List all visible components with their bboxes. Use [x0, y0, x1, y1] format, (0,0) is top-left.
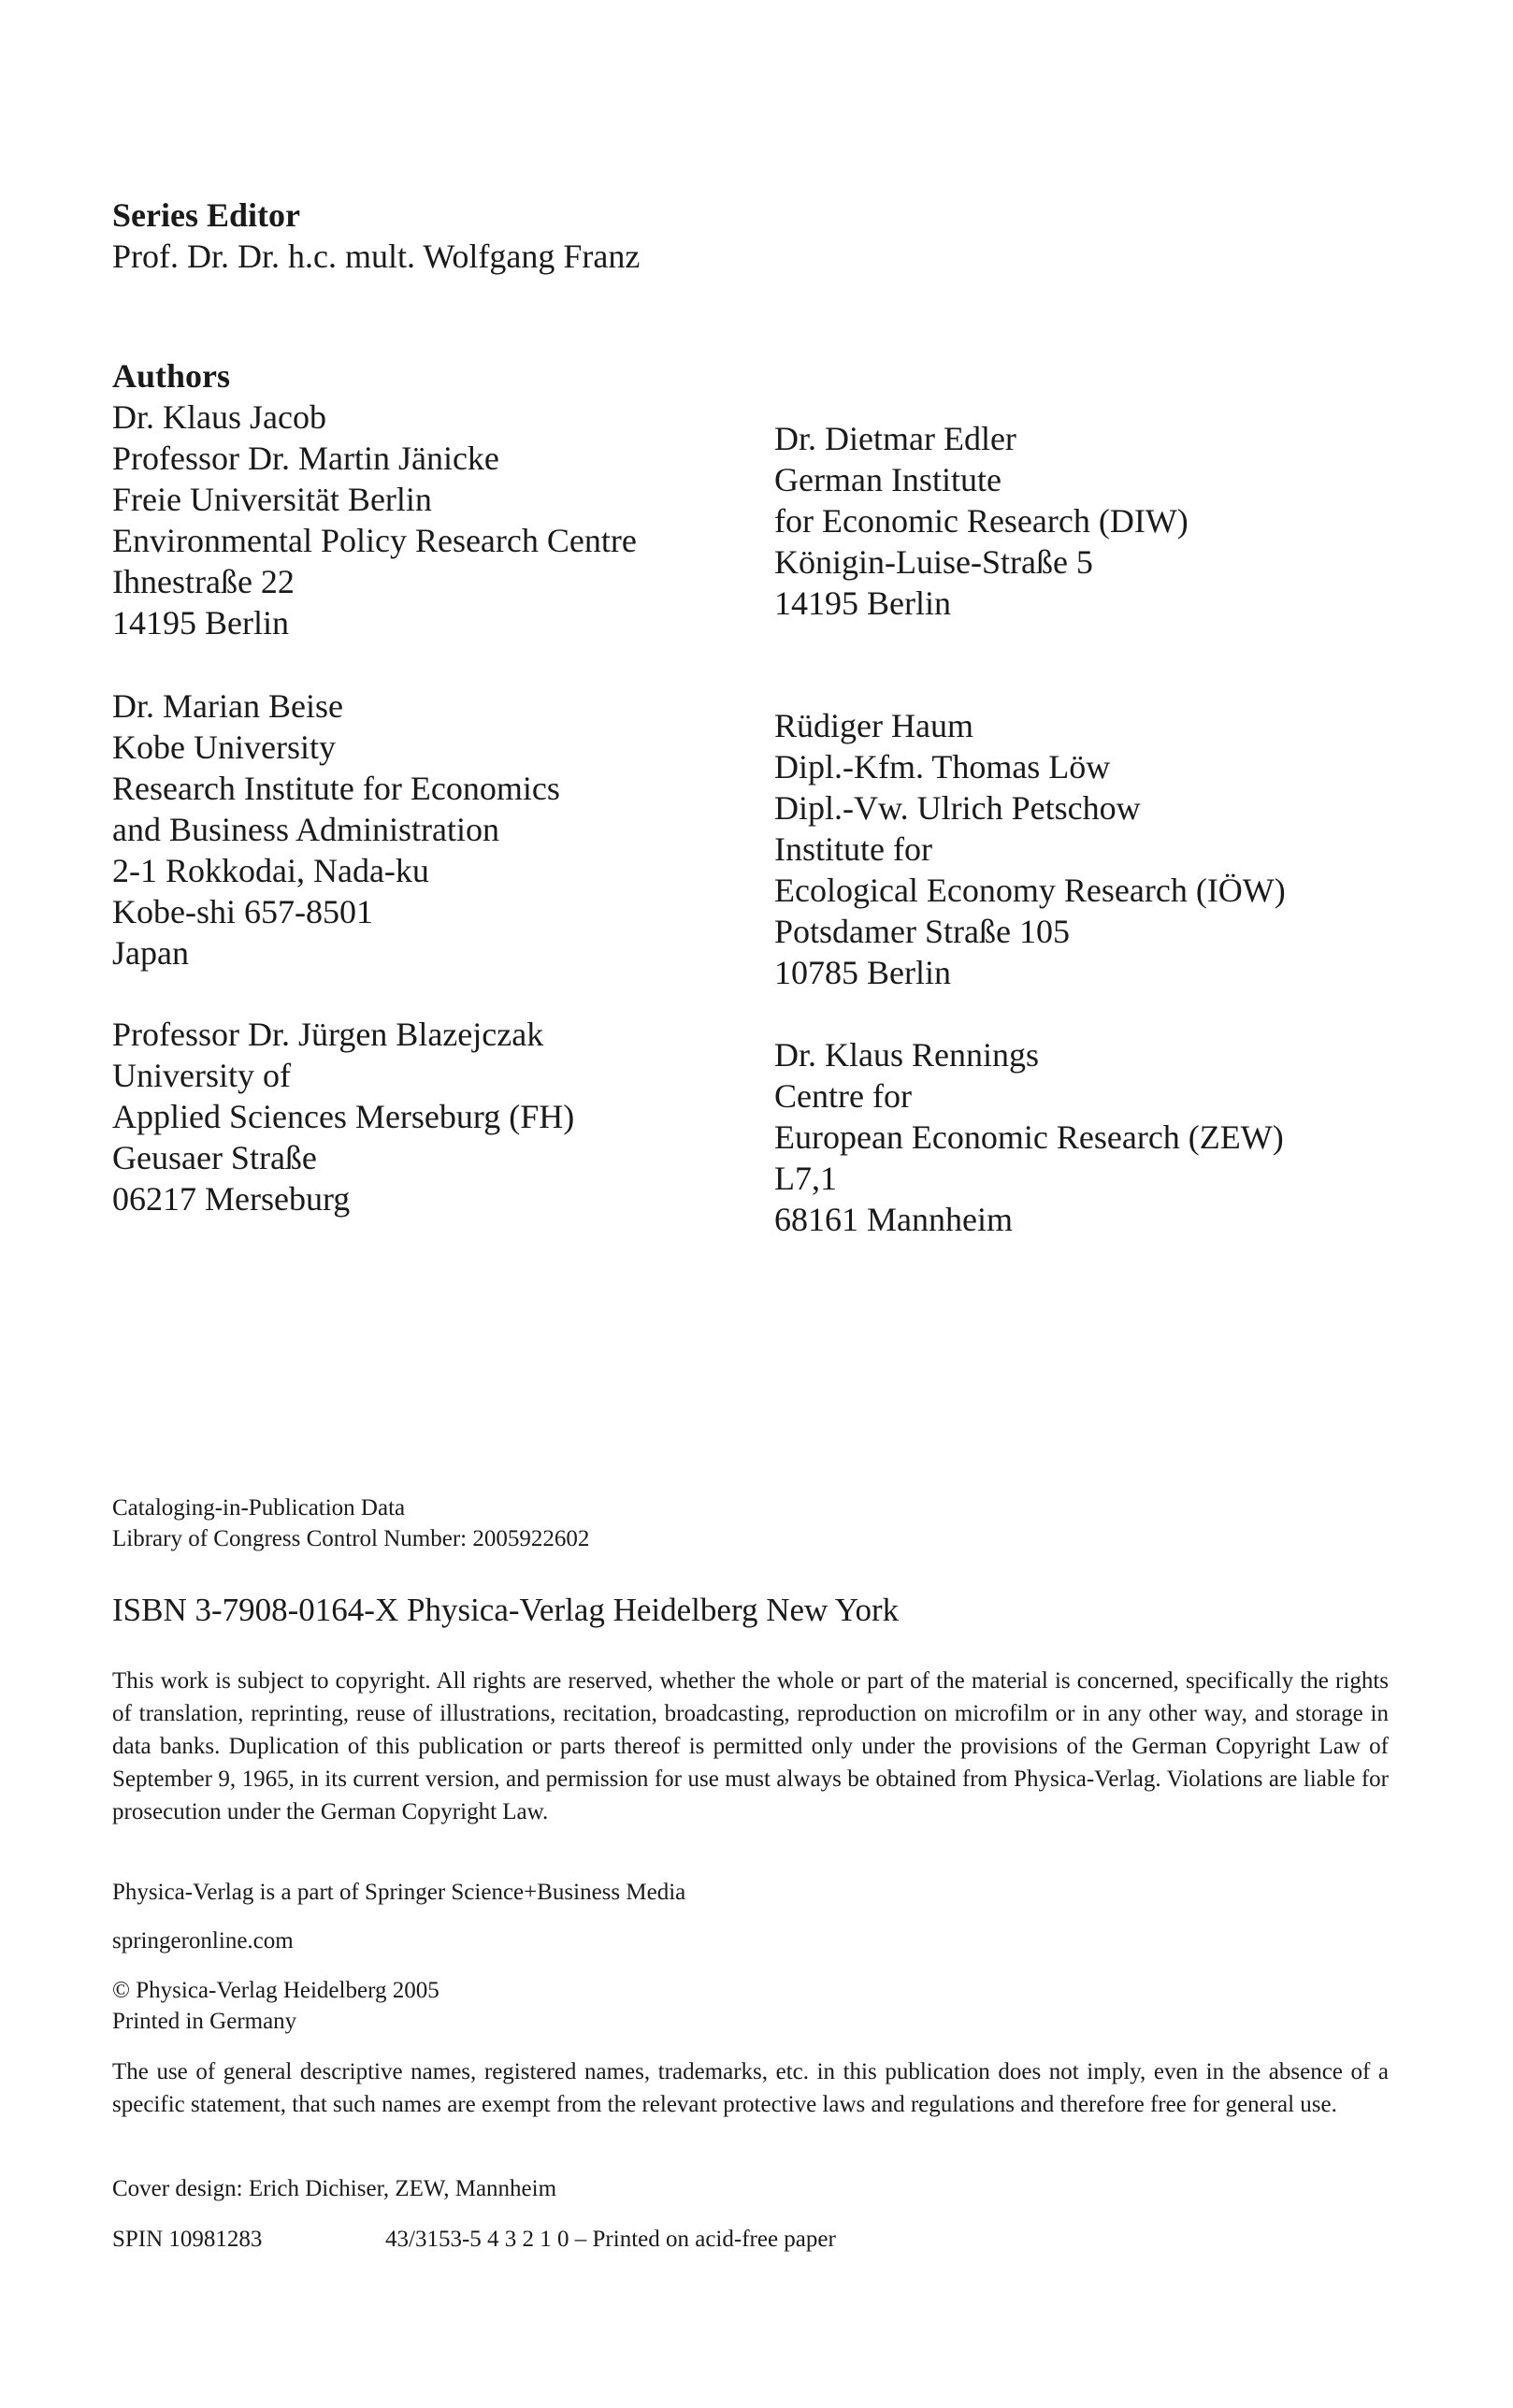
copyright-notice: This work is subject to copyright. All rights are reserved, whether the whole or part of the material is concerned, specifically the rights of translation, reprinting, reuse of illustrations, recitation, broadcasting, reproduction on microfilm or in any other way, and storage in data banks. Duplication of this publication or parts thereof is permitted only under the provisions of the German Copyright Law of September 9, 1965, in its current version, and permission for use must always be obtained from Physica-Verlag. Violations are liable for prosecution under the German Copyright Law. [112, 1668, 1389, 1824]
author-line: German Institute [774, 461, 1001, 498]
author-line: 2-1 Rokkodai, Nada-ku [112, 852, 429, 889]
author-line: European Economic Research (ZEW) [774, 1118, 1284, 1156]
series-editor-block [112, 195, 640, 277]
author-line: Research Institute for Economics [112, 770, 560, 807]
isbn-line: ISBN 3-7908-0164-X Physica-Verlag Heidelberg New York [112, 1592, 900, 1628]
author-line: 14195 Berlin [774, 584, 951, 622]
trademark-notice: The use of general descriptive names, registered names, trademarks, etc. in this publication does not imply, even in the absence of a specific statement, that such names are exempt from the relevant protective laws and regulations and therefore free for general use. [112, 2059, 1389, 2117]
lccn-line: Library of Congress Control Number: 2005922602 [112, 1526, 590, 1551]
copyright-block [112, 1975, 439, 2037]
author-line: Dr. Marian Beise [112, 687, 343, 725]
printed-in-line: Printed in Germany [112, 2009, 297, 2034]
author-line: Geusaer Straße [112, 1139, 317, 1176]
authors-heading: Authors [112, 357, 231, 395]
author-line: Professor Dr. Martin Jänicke [112, 440, 499, 477]
author-line: Dr. Klaus Jacob [112, 398, 326, 436]
author-line: Applied Sciences Merseburg (FH) [112, 1098, 575, 1135]
series-editor-name: Prof. Dr. Dr. h.c. mult. Wolfgang Franz [112, 238, 641, 275]
website: springeronline.com [112, 1928, 294, 1954]
author-line: and Business Administration [112, 811, 499, 848]
printing-info: 43/3153-5 4 3 2 1 0 – Printed on acid-free paper [385, 2227, 836, 2252]
springer-note: Physica-Verlag is a part of Springer Science+Business Media [112, 1880, 686, 1905]
copyright-line: © Physica-Verlag Heidelberg 2005 [112, 1978, 439, 2003]
authors-heading-block [112, 355, 230, 397]
author-line: Königin-Luise-Straße 5 [774, 543, 1093, 581]
author-line: L7,1 [774, 1160, 837, 1197]
cataloging-line: Cataloging-in-Publication Data [112, 1495, 406, 1521]
author-line: Rüdiger Haum [774, 707, 973, 744]
author-block-edler [774, 418, 1189, 624]
cover-design: Cover design: Erich Dichiser, ZEW, Mannheim [112, 2176, 557, 2201]
author-line: 10785 Berlin [774, 954, 951, 991]
author-line: Dr. Klaus Rennings [774, 1036, 1039, 1074]
author-line: Dipl.-Kfm. Thomas Löw [774, 748, 1111, 786]
author-line: Professor Dr. Jürgen Blazejczak [112, 1016, 544, 1053]
author-line: Kobe-shi 657-8501 [112, 893, 373, 930]
cataloging-block [112, 1492, 589, 1554]
author-line: 06217 Merseburg [112, 1180, 351, 1218]
author-line: University of [112, 1057, 291, 1094]
author-line: for Economic Research (DIW) [774, 502, 1189, 540]
author-block-haum-loew-petschow [774, 705, 1286, 993]
author-line: Freie Universität Berlin [112, 481, 432, 518]
author-line: Kobe University [112, 728, 336, 766]
spin-code: SPIN 10981283 [112, 2227, 263, 2252]
author-line: Ecological Economy Research (IÖW) [774, 872, 1286, 909]
author-block-rennings [774, 1034, 1284, 1240]
author-line: Centre for [774, 1077, 912, 1115]
author-line: 14195 Berlin [112, 604, 289, 642]
author-block-blazejczak [112, 1014, 574, 1219]
author-line: Potsdamer Straße 105 [774, 913, 1070, 950]
author-line: Dipl.-Vw. Ulrich Petschow [774, 789, 1141, 827]
author-line: Environmental Policy Research Centre [112, 522, 637, 559]
author-line: Ihnestraße 22 [112, 563, 295, 600]
author-line: Institute for [774, 830, 932, 868]
author-block-jacob-jaenicke [112, 397, 637, 643]
author-block-beise [112, 685, 560, 973]
series-editor-heading: Series Editor [112, 196, 300, 234]
author-line: Dr. Dietmar Edler [774, 420, 1016, 457]
author-line: Japan [112, 934, 189, 972]
author-line: 68161 Mannheim [774, 1201, 1013, 1238]
spin-row [112, 2223, 836, 2256]
